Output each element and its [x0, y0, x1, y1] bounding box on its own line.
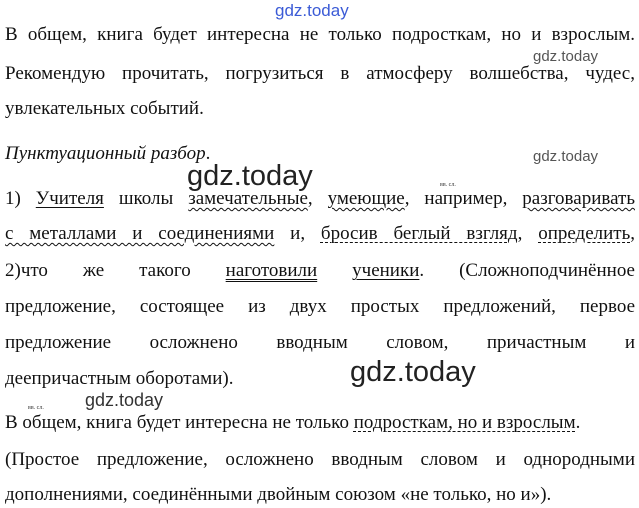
text: 2)что же такого	[5, 260, 226, 281]
text: В общем, книга будет интересна не только	[5, 412, 354, 433]
text-line: Рекомендую прочитать, погрузиться в атмосферу волшебства, чудес,	[5, 63, 635, 84]
analysis-line	[5, 188, 635, 210]
heading-dot: .	[205, 143, 211, 164]
analysis-line: (Простое предложение, осложнено вводным словом и однородными	[5, 449, 635, 470]
object-phrase: подросткам, но и взрослым	[353, 412, 576, 433]
text: ,	[630, 223, 636, 244]
analysis-line	[5, 223, 635, 245]
text: , например,	[404, 188, 523, 209]
parenthetical-word-mark: вв. сл.	[440, 182, 456, 188]
watermark: gdz.today	[85, 390, 164, 410]
text: ,	[517, 223, 539, 244]
participle-word: умеющие	[327, 188, 405, 209]
parenthetical-word-mark: вв. сл.	[28, 405, 44, 411]
participle-word: разговаривать	[522, 188, 635, 209]
item-number: 1)	[5, 188, 36, 209]
watermark: gdz.today	[533, 48, 599, 65]
analysis-line: деепричастным оборотами).	[5, 368, 234, 389]
adverbial-phrase: бросив беглый взгляд	[320, 223, 518, 244]
watermark: gdz.today	[533, 148, 599, 165]
text: ,	[307, 188, 328, 209]
watermark: gdz.today	[350, 356, 476, 388]
text: .	[575, 412, 581, 433]
text: и,	[274, 223, 321, 244]
predicate-word: наготовили	[225, 260, 318, 281]
analysis-line	[5, 260, 635, 282]
subject-word: ученики	[352, 260, 420, 281]
watermark: gdz.today	[275, 1, 349, 20]
analysis-line: дополнениями, соединёнными двойным союзом «не только, но и»).	[5, 484, 552, 505]
section-heading	[5, 143, 635, 165]
analysis-line: предложение осложнено вводным словом, причастным и	[5, 332, 635, 353]
participle-phrase: с металлами и соединениями	[5, 223, 275, 244]
heading-text: Пунктуационный разбор	[5, 143, 206, 164]
subject-word: Учителя	[35, 188, 104, 209]
analysis-line: предложение, состоящее из двух простых предложений, первое	[5, 296, 635, 317]
participle-word: замечательные	[188, 188, 308, 209]
text	[317, 260, 352, 281]
adverbial-word: определить	[538, 223, 631, 244]
watermark: gdz.today	[187, 160, 313, 192]
text: школы	[103, 188, 189, 209]
text-line: В общем, книга будет интересна не только подросткам, но и взрослым.	[5, 24, 635, 45]
text: . (Сложноподчинённое	[419, 260, 635, 281]
analysis-line	[5, 412, 635, 434]
text-line: увлекательных событий.	[5, 98, 204, 119]
